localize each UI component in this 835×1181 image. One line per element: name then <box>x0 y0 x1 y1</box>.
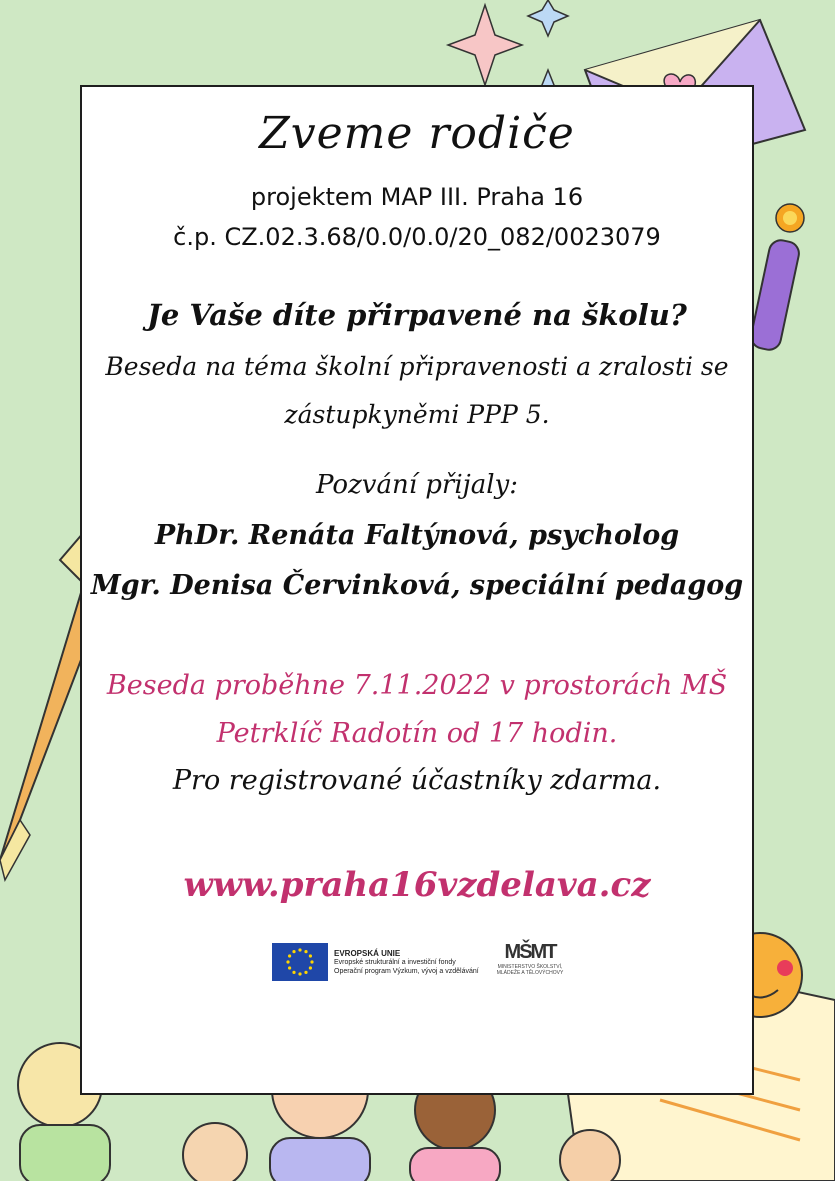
description-line-1: Beseda na téma školní připravenosti a zralosti se <box>105 352 729 381</box>
sparkle-icon <box>448 5 522 85</box>
eu-line-2: Operační program Výzkum, vývoj a vzdělávání <box>334 967 479 975</box>
msmt-line-1: MINISTERSTVO ŠKOLSTVÍ, <box>497 964 563 970</box>
msmt-line-2: MLÁDEŽE A TĚLOVÝCHOVY <box>496 970 564 976</box>
speaker-1: PhDr. Renáta Faltýnová, psycholog <box>154 520 680 551</box>
speaker-2: Mgr. Denisa Červinková, speciální pedagog <box>90 570 744 601</box>
eu-heading: EVROPSKÁ UNIE <box>334 948 401 958</box>
eu-flag-icon <box>272 943 328 981</box>
flower-pen-icon <box>749 204 804 352</box>
event-question: Je Vaše díte přirpavené na školu? <box>147 298 687 332</box>
invite-intro: Pozvání přijaly: <box>315 470 519 500</box>
website-link[interactable]: www.praha16vzdelava.cz <box>183 865 651 905</box>
invitation-title: Zveme rodiče <box>259 108 575 159</box>
event-details-line-1: Beseda proběhne 7.11.2022 v prostorách MŠ <box>106 670 728 701</box>
sparkle-icon <box>528 0 568 36</box>
msmt-mark: MŠMT <box>504 941 556 963</box>
eu-line-1: Evropské strukturální a investiční fondy <box>334 958 456 966</box>
eu-logo <box>272 940 479 984</box>
registration-number: č.p. CZ.02.3.68/0.0/0.0/20_082/0023079 <box>173 223 661 251</box>
description-line-2: zástupkyněmi PPP 5. <box>284 400 550 429</box>
free-admission-line: Pro registrované účastníky zdarma. <box>172 765 662 796</box>
msmt-logo <box>495 940 565 976</box>
project-line: projektem MAP III. Praha 16 <box>250 183 584 211</box>
event-details-line-2: Petrklíč Radotín od 17 hodin. <box>216 718 618 749</box>
eu-text <box>334 949 479 976</box>
